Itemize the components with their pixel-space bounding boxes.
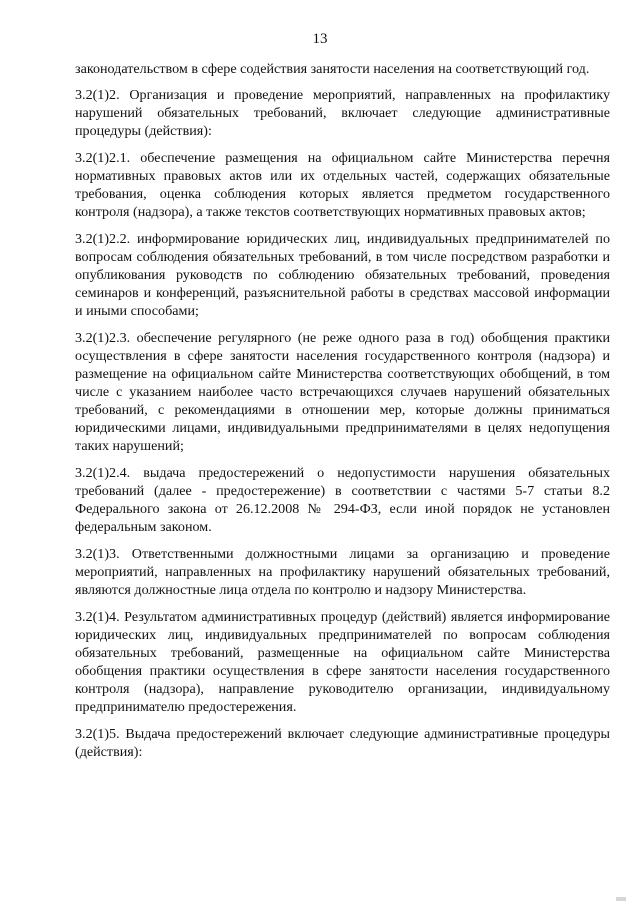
- paragraph-3-2-1-2-3: 3.2(1)2.3. обеспечение регулярного (не реже одного раза в год) обобщения практики осуществления в сфере занятости населения государственного контроля (надзора) и размещение на официальном сайте Министерства соответствующих обобщений, в том числе с указанием наиболее часто встречающихся случаев нарушений обязательных требований, с рекомендациями в отношении мер, которые должны приниматься юридическими лицами, индивидуальными предпринимателями в целях недопущения таких нарушений;: [75, 330, 610, 454]
- page-number: 13: [312, 31, 328, 47]
- paragraph-3-2-1-3: 3.2(1)3. Ответственными должностными лицами за организацию и проведение мероприятий, направленных на профилактику нарушений обязательных требований, являются должностные лица отдела по контролю и надзору Министерства.: [75, 546, 610, 598]
- paragraph-3-2-1-2: 3.2(1)2. Организация и проведение мероприятий, направленных на профилактику нарушений обязательных требований, включает следующие административные процедуры (действия):: [75, 87, 610, 139]
- paragraph-3-2-1-2-2: 3.2(1)2.2. информирование юридических лиц, индивидуальных предпринимателей по вопросам соблюдения обязательных требований, в том числе посредством разработки и опубликования руководств по соблюдению обязательных требований, проведения семинаров и конференций, разъяснительной работы в средствах массовой информации и иными способами;: [75, 231, 610, 319]
- document-body: [75, 60, 610, 770]
- paragraph-3-2-1-5: 3.2(1)5. Выдача предостережений включает следующие административные процедуры (действия):: [75, 726, 610, 760]
- scan-edge-mark: [616, 897, 626, 901]
- paragraph-continuation: законодательством в сфере содействия занятости населения на соответствующий год.: [75, 61, 590, 77]
- paragraph-3-2-1-4: 3.2(1)4. Результатом административных процедур (действий) является информирование юридических лиц, индивидуальных предпринимателей по вопросам соблюдения обязательных требований, размещенные на официальном сайте Министерства обобщения практики осуществления в сфере занятости населения государственного контроля (надзора), направление руководителю организации, индивидуальному предпринимателю предостережения.: [75, 609, 610, 715]
- paragraph-3-2-1-2-1: 3.2(1)2.1. обеспечение размещения на официальном сайте Министерства перечня нормативных правовых актов или их отдельных частей, содержащих обязательные требования, оценка соблюдения которых является предметом государственного контроля (надзора), а также текстов соответствующих нормативных правовых актов;: [75, 150, 610, 220]
- paragraph-3-2-1-2-4: 3.2(1)2.4. выдача предостережений о недопустимости нарушения обязательных требований (далее - предостережение) в соответствии с частями 5-7 статьи 8.2 Федерального закона от 26.12.2008 № 294-ФЗ, если иной порядок не установлен федеральным законом.: [75, 465, 610, 535]
